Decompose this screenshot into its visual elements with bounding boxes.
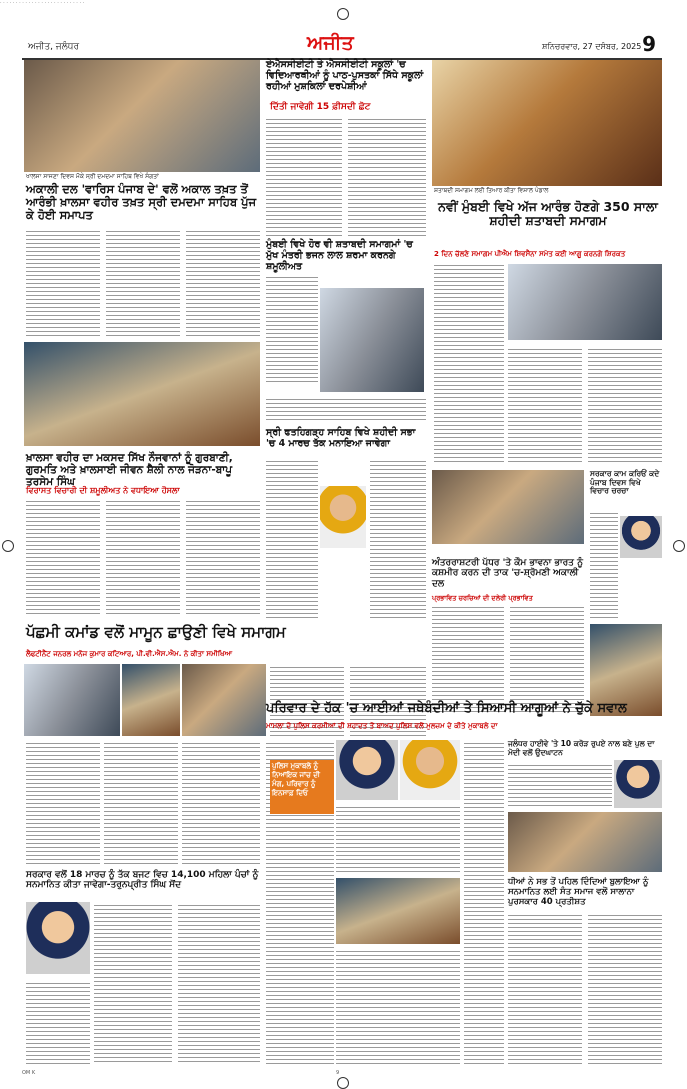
article-body: [266, 458, 318, 618]
photo-delegation: [508, 264, 662, 340]
subhead-kashmir: ਪ੍ਰਭਾਵਿਤ ਚਰਚਿਆਂ ਦੀ ਦਲੇਰੀ ਪ੍ਰਭਾਵਿਤ: [432, 594, 533, 602]
registration-mark-icon: [2, 540, 14, 552]
article-body: [106, 228, 180, 338]
article-body: [94, 902, 172, 1064]
article-body: [266, 116, 342, 236]
photo-meeting: [320, 288, 424, 392]
photo-officers: [122, 664, 180, 736]
photo-missile: [24, 664, 120, 736]
edition-label: ਅਜੀਤ, ਜਲੰਧਰ: [28, 42, 80, 52]
portrait-photo: [320, 486, 366, 548]
article-body: [26, 498, 100, 616]
article-body: [336, 804, 460, 874]
issue-date: ਸ਼ਨਿਚਰਵਾਰ, 27 ਦਸੰਬਰ, 2025: [542, 42, 642, 51]
article-body: [266, 396, 426, 422]
photo-pandal: [432, 60, 662, 186]
subhead-discount: ਦਿੱਤੀ ਜਾਵੇਗੀ 15 ਫ਼ੀਸਦੀ ਛੋਟ: [270, 102, 371, 112]
registration-mark-icon: [673, 540, 685, 552]
masthead: [22, 30, 662, 60]
article-body: [590, 510, 618, 620]
headline-women-panches: ਸਰਕਾਰ ਵਲੋਂ 18 ਮਾਰਚ ਨੂੰ ਤੱਕ ਬਜਟ ਵਿਚ 14,100 ਮਹਿਲਾ ਪੰਚਾਂ ਨੂੰ ਸਨਮਾਨਿਤ ਕੀਤਾ ਜਾਵੇਗਾ-ਤਰੁਨਪ੍ਰੀਤ ਸਿੰਘ ਸੋਂਦ: [26, 870, 259, 891]
headline-mumbai-shatabdi: ਨਵੀਂ ਮੁੰਬਈ ਵਿਖੇ ਅੱਜ ਆਰੰਭ ਹੋਣਗੇ 350 ਸਾਲਾ ਸ਼ਹੀਦੀ ਸ਼ਤਾਬਦੀ ਸਮਾਗਮ: [438, 199, 658, 229]
article-body: [26, 228, 100, 338]
page-footer: [22, 1070, 662, 1078]
color-strip-label: OM K: [22, 1070, 36, 1076]
photo-leaders-stage: [24, 342, 260, 446]
footer-page-mark: 9: [336, 1070, 340, 1076]
registration-mark-icon: [337, 8, 349, 20]
article-body: [508, 346, 582, 462]
photo-khalsa-gathering: [24, 60, 260, 172]
headline-modi-bridge: ਜਲੰਧਰ ਹਾਈਵੇ 'ਤੇ 10 ਕਰੋੜ ਰੁਪਏ ਨਾਲ ਬਣੇ ਪੁਲ ਦਾ ਮੋਦੀ ਵਲੋਂ ਉਦਘਾਟਨ: [508, 739, 655, 757]
page-number: 9: [642, 32, 656, 56]
headline-khalsa-youth: ਖ਼ਾਲਸਾ ਵਹੀਰ ਦਾ ਮਕਸਦ ਸਿੱਖ ਨੌਜਵਾਨਾਂ ਨੂੰ ਗੁਰਬਾਣੀ, ਗੁਰਮਤਿ ਅਤੇ ਖ਼ਾਲਸਾਈ ਜੀਵਨ ਸ਼ੈਲੀ ਨਾਲ ਜੋੜਨਾ-ਬਾਪੂ ਤਰਸੇਮ ਸਿੰਘ: [26, 452, 233, 489]
subhead-virasat: ਵਿਰਾਸਤ ਵਿਚਾਰੀ ਦੀ ਸ਼ਮੂਲੀਅਤ ਨੇ ਵਧਾਇਆ ਹੌਸਲਾ: [26, 486, 180, 495]
article-body: [588, 912, 662, 1066]
article-body: [370, 458, 426, 618]
article-body: [106, 498, 180, 616]
portrait-photo: [620, 516, 662, 558]
article-body: [510, 604, 584, 714]
article-body: [182, 740, 260, 864]
print-slug-text: · · · · · · · · · · · · · · · · · · · · · · · · · · ·: [0, 0, 85, 6]
article-body: [266, 274, 318, 384]
photo-caption: ਖਾਲਸਾ ਸਾਜਣਾ ਦਿਵਸ ਮੌਕੇ ਸ੍ਰੀ ਦਮਦਮਾ ਸਾਹਿਬ ਵਿਖੇ ਸੰਗਤਾਂ: [26, 173, 159, 180]
headline-fatehgarh: ਸ੍ਰੀ ਫਤਹਿਗੜ੍ਹ ਸਾਹਿਬ ਵਿਖੇ ਸ਼ਹੀਦੀ ਸਭਾ 'ਚ 4 ਮਾਰਚ ਤੱਕ ਮਨਾਇਆ ਜਾਵੇਗਾ: [266, 427, 416, 449]
article-body: [336, 948, 460, 1066]
article-body: [508, 762, 612, 808]
headline-daughters: ਧੀਆਂ ਨੇ ਸਭ ਤੋਂ ਪਹਿਲ ਦਿੰਦਿਆਂ ਬੁਲਾਇਆ ਨੂੰ ਸਨਮਾਨਿਤ ਲਈ ਸੰਤ ਸਮਾਜ ਵਲੋਂ ਸਾਲਾਨਾ ਪੁਰਸਕਾਰ 40 ਪ੍ਰਤੀਸ਼ਤ: [508, 877, 649, 907]
registration-mark-icon: [337, 1077, 349, 1089]
article-body: [26, 980, 90, 1064]
article-body: [434, 262, 504, 462]
article-body: [104, 740, 178, 864]
portrait-photo: [336, 740, 398, 800]
subhead-mumbai: 2 ਦਿਨ ਚੱਲਣੇ ਸਮਾਗਮ ਪੀਐਮ ਸ਼ਿਵਸੈਨਾ ਸਮੇਤ ਕਈ ਆਗੂ ਕਰਨਗੇ ਸ਼ਿਰਕਤ: [434, 250, 626, 258]
article-body: [508, 912, 582, 1066]
portrait-photo: [400, 740, 460, 800]
portrait-photo: [26, 902, 90, 974]
headline-punjab-day: ਸਰਕਾਰ ਕਾਮ ਕਰਿਓਂ ਕਦੇ ਪੰਜਾਬ ਦਿਵਸ ਵਿਖੇ ਵਿਚਾਰ ਚਰਚਾ: [590, 469, 660, 496]
newspaper-title: ਅਜੀਤ: [307, 32, 354, 54]
photo-gathering: [336, 878, 460, 944]
subhead-encounter: ਮਾਮਲਾ ਦੋ ਪੁਲਿਸ ਕਰਮੀਆਂ ਦੀ ਸ਼ਹਾਦਤ ਤੋਂ ਬਾਅਦ ਪੁਲਿਸ ਵਲੋਂ ਮੁਲਜ਼ਮ ਦੇ ਕੀਤੇ ਮੁਕਾਬਲੇ ਦਾ: [266, 722, 498, 730]
article-body: [348, 116, 426, 236]
callout-box: ਪੁਲਿਸ ਮੁਕਾਬਲੇ ਨੂੰ ਨਿਆਂਇਕ ਜਾਂਚ ਦੀ ਮੰਗ, ਪਰਿਵਾਰ ਨੂੰ ਇਨਸਾਫ਼ ਦਿਓ: [270, 760, 334, 814]
headline-textbooks: ਏਐਸਸੀਈਟੀ ਤੇ ਐਸਸੀਈਟੀ ਸਕੂਲਾਂ 'ਚ ਵਿਦਿਆਰਥੀਆਂ ਨੂੰ ਪਾਠ-ਪੁਸਤਕਾਂ ਸਿੱਧੇ ਸਕੂਲਾਂ ਰਹੀਆਂ ਮੁਸ਼ਕਿਲਾਂ ਦਰਪੇਸ਼ੀਆਂ: [266, 59, 424, 92]
photo-caption: ਸ਼ਤਾਬਦੀ ਸਮਾਗਮ ਲਈ ਤਿਆਰ ਕੀਤਾ ਵਿਸ਼ਾਲ ਪੰਡਾਲ: [434, 187, 549, 194]
headline-mamun-cantonment: ਪੱਛਮੀ ਕਮਾਂਡ ਵਲੋਂ ਮਾਮੂਨ ਛਾਉਣੀ ਵਿਖੇ ਸਮਾਗਮ: [26, 623, 286, 641]
article-body: [178, 902, 260, 1064]
photo-felicitation: [182, 664, 266, 736]
photo-inauguration: [508, 812, 662, 872]
article-body: [26, 740, 100, 864]
article-body: [432, 604, 504, 714]
print-slug: [0, 0, 687, 8]
headline-mumbai-cm: ਮੁੰਬਈ ਵਿਖੇ ਹੋਰ ਵੀ ਸ਼ਤਾਬਦੀ ਸਮਾਗਮਾਂ 'ਚ ਮੁੱਖ ਮੰਤਰੀ ਭਜਨ ਲਾਲ ਸ਼ਰਮਾ ਕਰਨਗੇ ਸ਼ਮੂਲੀਅਤ: [266, 239, 413, 272]
headline-khalsa-vaheer: ਅਕਾਲੀ ਦਲ 'ਵਾਰਿਸ ਪੰਜਾਬ ਦੇ' ਵਲੋਂ ਅਕਾਲ ਤਖ਼ਤ ਤੋਂ ਆਰੰਭੀ ਖ਼ਾਲਸਾ ਵਹੀਰ ਤਖ਼ਤ ਸ੍ਰੀ ਦਮਦਮਾ ਸਾਹਿਬ ਪੁੱਜ ਕੇ ਹੋਈ ਸਮਾਪਤ: [26, 182, 257, 223]
headline-family-support: ਪਰਿਵਾਰ ਦੇ ਹੱਕ 'ਚ ਆਈਆਂ ਜਥੇਬੰਦੀਆਂ ਤੇ ਸਿਆਸੀ ਆਗੂਆਂ ਨੇ ਚੁੱਕੇ ਸਵਾਲ: [266, 701, 627, 716]
article-body: [186, 228, 260, 338]
photo-panel: [432, 470, 584, 544]
article-body: [186, 498, 260, 616]
subhead-mamun: ਲੈਫਟੀਨੈਂਟ ਜਨਰਲ ਮਨੋਜ ਕੁਮਾਰ ਕਟਿਆਰ, ਪੀ.ਵੀ.ਐਸ.ਐਮ. ਨੇ ਕੀਤਾ ਸਮੀਖਿਆ: [26, 650, 233, 658]
article-body: [464, 740, 504, 1066]
portrait-photo: [614, 760, 662, 808]
article-body: [588, 346, 662, 462]
headline-kashmir: ਅੰਤਰਰਾਸ਼ਟਰੀ ਪੱਧਰ 'ਤੇ ਕੌਮ ਭਾਵਨਾ ਭਾਰਤ ਨੂੰ ਕਸ਼ਮੀਰ ਕਰਨ ਦੀ ਤਾਕ 'ਚ-ਸ਼੍ਰੋਮਣੀ ਅਕਾਲੀ ਦਲ: [432, 558, 583, 589]
